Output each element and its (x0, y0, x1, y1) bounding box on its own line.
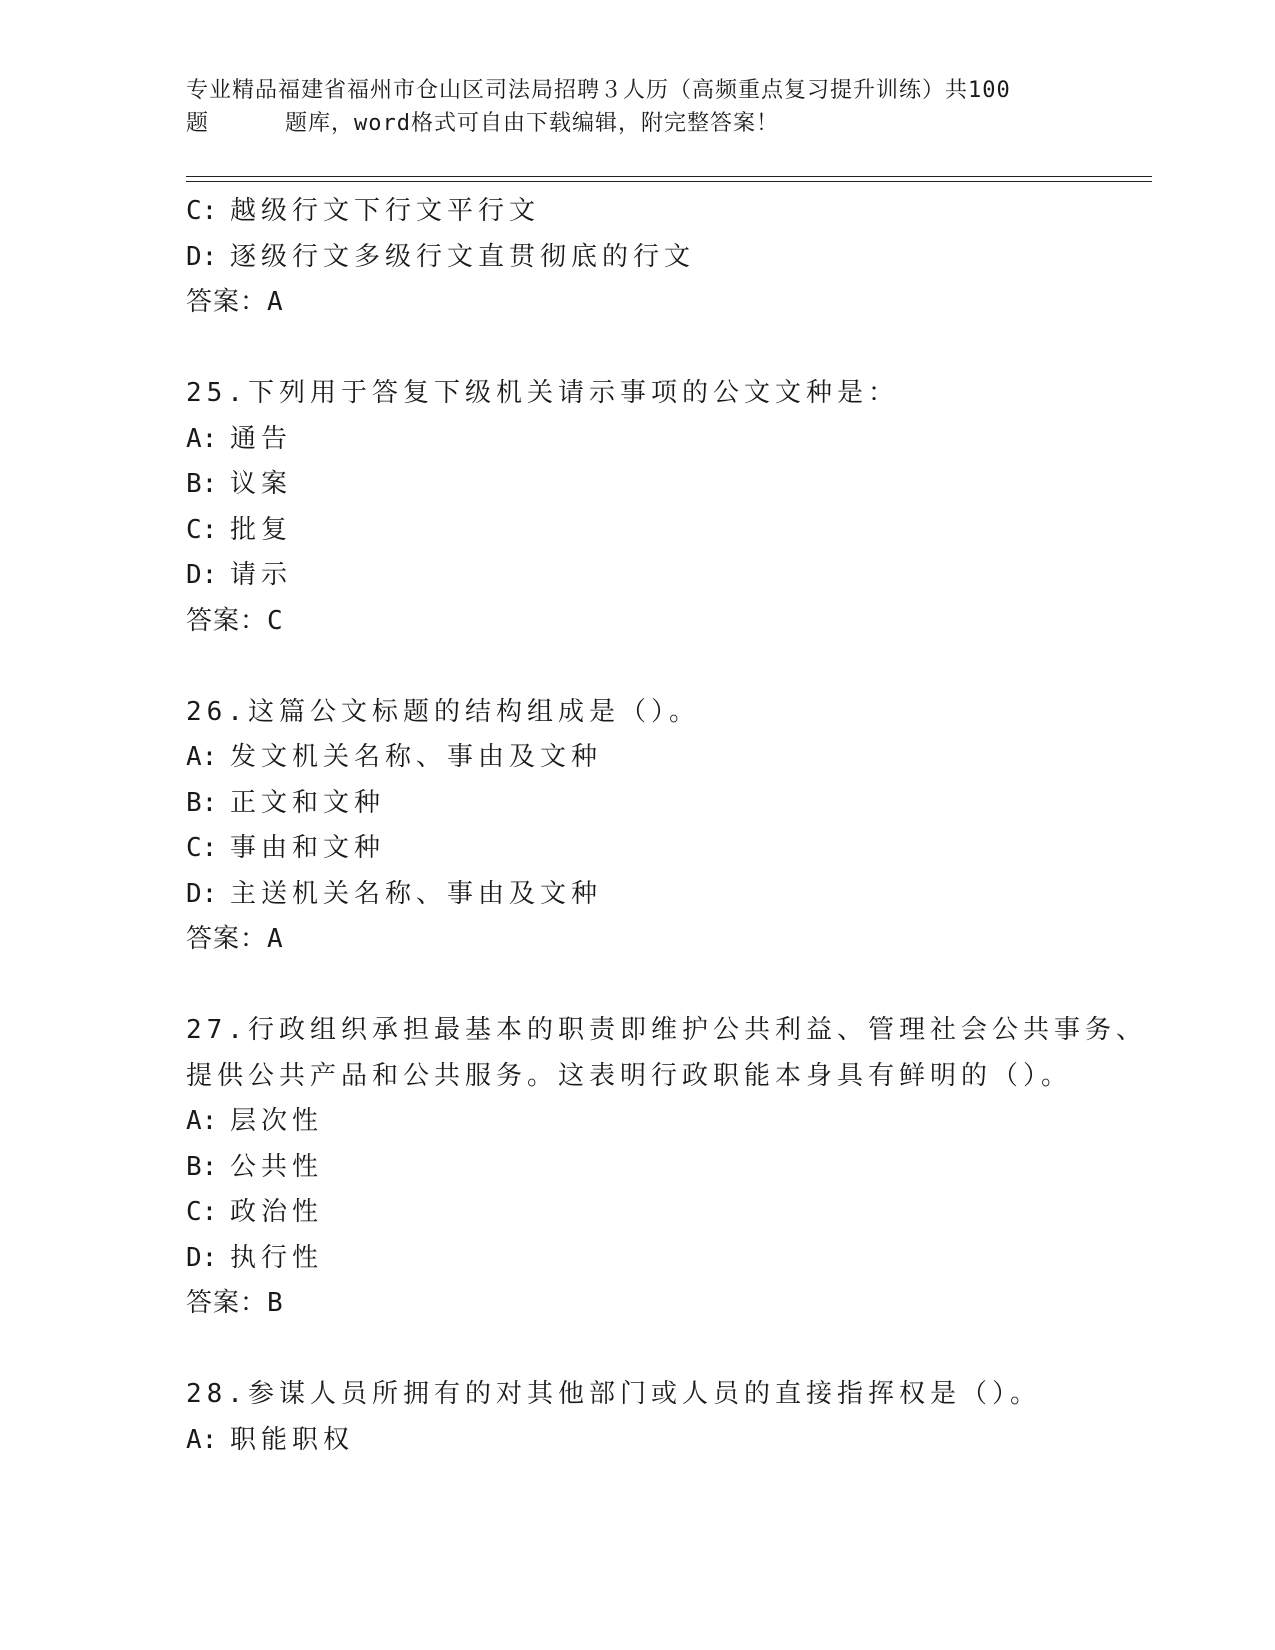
option-text: 议案 (230, 469, 293, 499)
option-line (186, 508, 1146, 554)
question-stem: 27.行政组织承担最基本的职责即维护公共利益、管理社会公共事务、 (186, 1015, 1147, 1045)
option-line (186, 1099, 1146, 1145)
option-line (186, 1418, 1146, 1464)
header-divider-bottom (186, 181, 1152, 182)
option-text: 通告 (230, 423, 293, 454)
option-line (186, 553, 1146, 599)
option-line (186, 1190, 1146, 1236)
answer-value: A (267, 287, 284, 317)
header-line-2 (186, 107, 1086, 140)
answer-line (186, 917, 1146, 963)
option-line (186, 1145, 1146, 1191)
option-text: 层次性 (230, 1106, 324, 1136)
answer-value: C (267, 605, 284, 636)
answer-line (186, 280, 1146, 326)
question-list (186, 189, 1146, 1463)
header-line-2-start: 题 (186, 111, 210, 136)
answer-line (186, 599, 1146, 645)
option-text: 正文和文种 (230, 787, 386, 818)
question-stem-continued: 提供公共产品和公共服务。这表明行政职能本身具有鲜明的（）。 (186, 1060, 1073, 1091)
option-key: A: (186, 423, 218, 454)
answer-label: 答案： (186, 287, 268, 317)
answer-label: 答案： (186, 1288, 268, 1318)
question-27 (186, 1008, 1146, 1327)
option-key: D: (186, 1242, 218, 1273)
option-line (186, 781, 1146, 827)
option-line (186, 235, 1146, 281)
answer-value: A (267, 924, 284, 954)
option-key: D: (186, 560, 218, 590)
option-key: C: (186, 1197, 218, 1227)
option-key: B: (186, 469, 218, 499)
answer-line (186, 1281, 1146, 1327)
header-line-2-rest: 题库，word格式可自由下载编辑，附完整答案！ (285, 111, 779, 136)
option-text: 批复 (230, 514, 293, 545)
option-text: 职能职权 (230, 1424, 355, 1455)
option-text: 发文机关名称、事由及文种 (230, 742, 603, 772)
option-key: C: (186, 833, 218, 863)
header-divider-top (186, 176, 1152, 177)
option-key: D: (186, 241, 218, 272)
option-line (186, 872, 1146, 918)
option-text: 请示 (230, 560, 293, 590)
option-text: 公共性 (230, 1151, 324, 1182)
option-text: 逐级行文多级行文直贯彻底的行文 (230, 241, 696, 272)
option-text: 主送机关名称、事由及文种 (230, 878, 603, 909)
option-line (186, 826, 1146, 872)
option-key: D: (186, 878, 218, 909)
option-key: A: (186, 1106, 218, 1136)
option-line (186, 462, 1146, 508)
header-line-1: 专业精品福建省福州市仓山区司法局招聘３人历（高频重点复习提升训练）共100 (186, 78, 1011, 103)
question-stem: 28.参谋人员所拥有的对其他部门或人员的直接指挥权是（）。 (186, 1379, 1041, 1409)
page-header (186, 74, 1086, 140)
option-line (186, 1236, 1146, 1282)
answer-label: 答案： (186, 605, 268, 636)
option-key: B: (186, 787, 218, 818)
previous-question-tail (186, 189, 1146, 326)
option-text: 执行性 (230, 1242, 324, 1273)
answer-value: B (267, 1288, 284, 1318)
option-key: B: (186, 1151, 218, 1182)
option-key: A: (186, 1424, 218, 1455)
question-25 (186, 371, 1146, 644)
option-text: 政治性 (230, 1197, 324, 1227)
question-28 (186, 1372, 1146, 1463)
option-line (186, 189, 1146, 235)
question-26 (186, 690, 1146, 963)
question-stem: 26.这篇公文标题的结构组成是（）。 (186, 696, 700, 727)
option-key: C: (186, 514, 218, 545)
option-key: C: (186, 196, 218, 226)
option-key: A: (186, 742, 218, 772)
option-line (186, 417, 1146, 463)
option-text: 越级行文下行文平行文 (230, 196, 541, 226)
question-stem: 25.下列用于答复下级机关请示事项的公文文种是： (186, 378, 899, 408)
option-line (186, 735, 1146, 781)
answer-label: 答案： (186, 924, 268, 954)
option-text: 事由和文种 (230, 833, 386, 863)
